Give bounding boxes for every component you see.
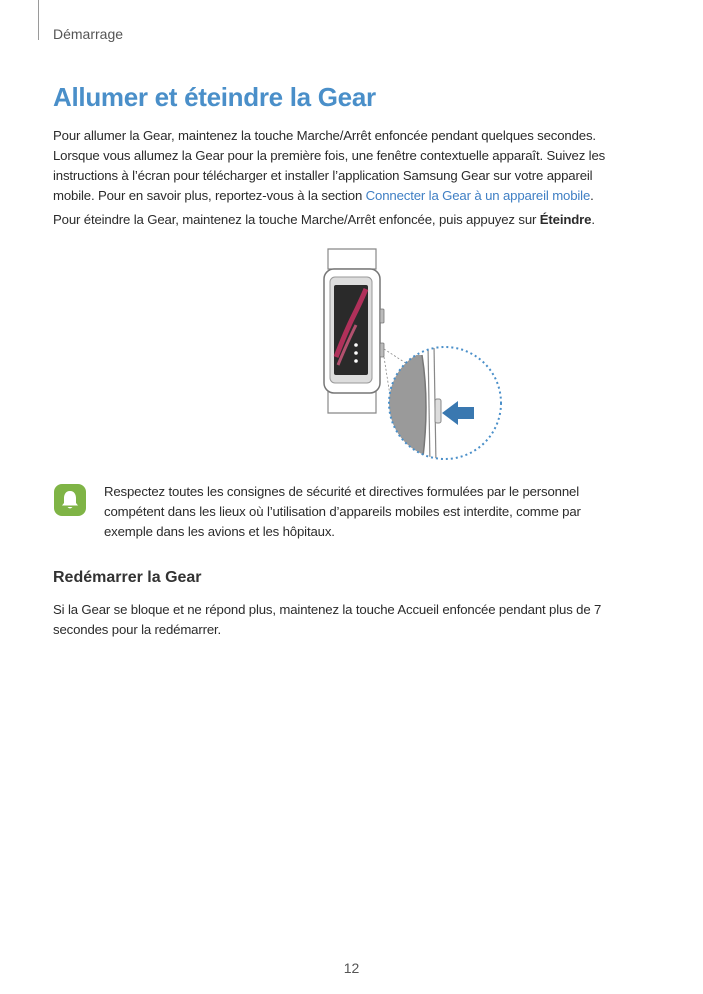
power-key <box>380 309 384 323</box>
caution-icon <box>54 484 86 516</box>
safety-note: Respectez toutes les consignes de sécurité et directives formulées par le personnel compétent dans les lieux où l’utilisation d’appareils mobiles est interdite, comme par exemple dans les avions et les hôpitaux. <box>104 484 581 539</box>
margin-line <box>38 0 39 40</box>
paragraph-power-off: Pour éteindre la Gear, maintenez la touche Marche/Arrêt enfoncée, puis appuyez sur Éteindre. <box>53 212 595 227</box>
page-title: Allumer et éteindre la Gear <box>53 82 376 112</box>
section-header: Démarrage <box>53 26 124 42</box>
strap-top <box>328 249 376 269</box>
strap-bottom <box>328 391 376 413</box>
page-number: 12 <box>343 960 360 976</box>
power-off-label: Éteindre <box>539 212 592 227</box>
gear-device-illustration <box>318 245 508 467</box>
section-subtitle: Redémarrer la Gear <box>53 569 202 586</box>
paragraph-text: Pour éteindre la Gear, maintenez la touche Marche/Arrêt enfoncée, puis appuyez sur <box>53 212 540 227</box>
back-key <box>380 343 384 357</box>
paragraph-text: Pour allumer la Gear, maintenez la touche Marche/Arrêt enfoncée pendant quelques secondes. Lorsque vous allumez la Gear pour la première fois, une fenêtre contextuelle apparaît. Suivez les instructions à l’écran pour télécharger et installer l’application Samsung Gear sur votre appareil mobile. Pour en savoir plus, reportez-vous à la section <box>53 128 606 203</box>
paragraph-restart: Si la Gear se bloque et ne répond plus, maintenez la touche Accueil enfoncée pendant plus de 7 secondes pour la redémarrer. <box>53 602 602 637</box>
connect-gear-link[interactable]: Connecter la Gear à un appareil mobile <box>365 188 591 203</box>
paragraph-power-on: Pour allumer la Gear, maintenez la touche Marche/Arrêt enfoncée pendant quelques secondes. Lorsque vous allumez la Gear pour la première fois, une fenêtre contextuelle apparaît. Suivez les instructions à l’écran pour télécharger et installer l’application Samsung Gear sur votre appareil mobile. Pour en savoir plus, reportez-vous à la section Connecter la Gear à un appareil mobile. <box>53 128 606 203</box>
